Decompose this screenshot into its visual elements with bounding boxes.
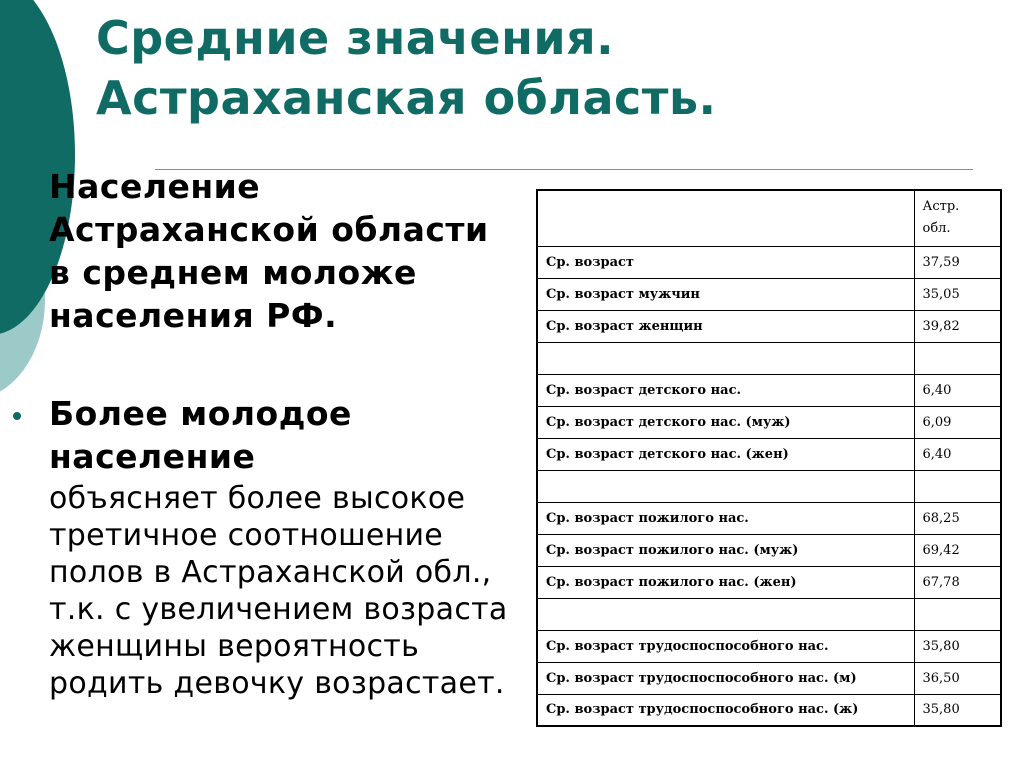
table-header-row — [537, 190, 1001, 246]
table-cell-value: 6,40 — [914, 438, 1001, 470]
table-cell-label — [537, 342, 914, 374]
table-cell-label: Ср. возраст детского нас. (жен) — [537, 438, 914, 470]
table-cell-label — [537, 470, 914, 502]
table-cell-label: Ср. возраст трудоспоспособного нас. (ж) — [537, 694, 914, 726]
table-cell-label: Ср. возраст — [537, 246, 914, 278]
slide-body — [49, 165, 519, 702]
table-cell-value: 69,42 — [914, 534, 1001, 566]
table-cell-label: Ср. возраст трудоспоспособного нас. — [537, 630, 914, 662]
table-row-empty — [537, 470, 1001, 502]
slide-title-line-2: Астраханская область. — [96, 71, 717, 125]
table-row — [537, 374, 1001, 406]
table-cell-value: 37,59 — [914, 246, 1001, 278]
bullet-dot-icon — [13, 412, 21, 420]
table-row — [537, 438, 1001, 470]
table-cell-value: 6,40 — [914, 374, 1001, 406]
table-row — [537, 534, 1001, 566]
slide-title-line-1: Средние значения. — [96, 11, 615, 65]
table-row — [537, 566, 1001, 598]
table-row — [537, 694, 1001, 726]
bullet-item — [49, 392, 519, 702]
table-cell-label: Ср. возраст детского нас. (муж) — [537, 406, 914, 438]
table-cell-label — [537, 598, 914, 630]
table-row — [537, 630, 1001, 662]
table-header-label — [537, 190, 914, 246]
table-row — [537, 246, 1001, 278]
table-row — [537, 662, 1001, 694]
table-cell-value — [914, 470, 1001, 502]
table-cell-label: Ср. возраст пожилого нас. (жен) — [537, 566, 914, 598]
table-cell-value: 6,09 — [914, 406, 1001, 438]
population-paragraph: Население Астраханской области в среднем моложе населения РФ. — [49, 167, 489, 335]
table-cell-value — [914, 342, 1001, 374]
table-header-value — [914, 190, 1001, 246]
table-cell-value: 35,80 — [914, 694, 1001, 726]
table-header-value-line-2: обл. — [922, 221, 951, 237]
table-cell-label: Ср. возраст мужчин — [537, 278, 914, 310]
table-row — [537, 502, 1001, 534]
table-cell-label: Ср. возраст пожилого нас. (муж) — [537, 534, 914, 566]
slide-title — [96, 8, 717, 128]
table-cell-value: 36,50 — [914, 662, 1001, 694]
table-cell-value: 39,82 — [914, 310, 1001, 342]
table-cell-value: 35,80 — [914, 630, 1001, 662]
average-age-table — [536, 189, 1002, 727]
table-cell-label: Ср. возраст пожилого нас. — [537, 502, 914, 534]
table-cell-value: 67,78 — [914, 566, 1001, 598]
table-header-value-line-1: Астр. — [922, 199, 960, 215]
table-cell-label: Ср. возраст детского нас. — [537, 374, 914, 406]
table-cell-value: 68,25 — [914, 502, 1001, 534]
bullet-text: объясняет более высокое третичное соотношение полов в Астраханской обл., т.к. с увеличением возраста женщины вероятность родить девочку возрастает. — [49, 481, 508, 701]
table-row-empty — [537, 598, 1001, 630]
table-cell-label: Ср. возраст трудоспоспособного нас. (м) — [537, 662, 914, 694]
table-cell-label: Ср. возраст женщин — [537, 310, 914, 342]
bullet-heading: Более молодое население — [49, 394, 352, 476]
table-cell-value — [914, 598, 1001, 630]
table-cell-value: 35,05 — [914, 278, 1001, 310]
table-row — [537, 278, 1001, 310]
table-row — [537, 406, 1001, 438]
table-row — [537, 310, 1001, 342]
table-row-empty — [537, 342, 1001, 374]
